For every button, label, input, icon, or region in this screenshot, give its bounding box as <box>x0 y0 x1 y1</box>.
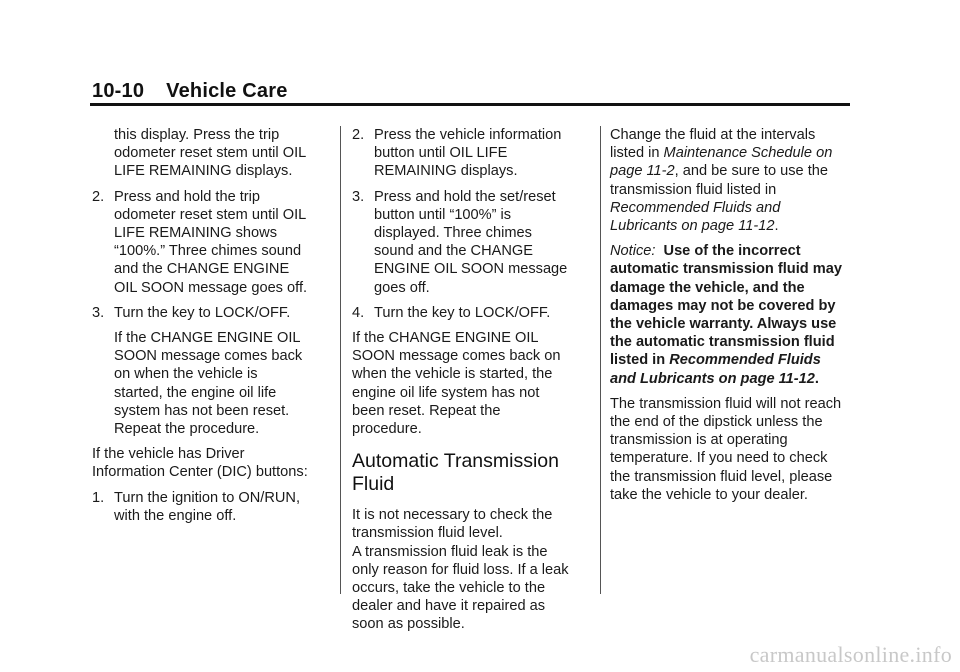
page-number: 10-10 <box>92 80 145 102</box>
repeat-procedure-text: If the CHANGE ENGINE OIL SOON message comes back on when the vehicle is started, the engine oil life system has not been reset. Repeat the procedure. <box>352 330 561 438</box>
text-run: . <box>814 370 819 387</box>
step-text: Press and hold the set/reset button until “100%” is displayed. Three chimes sound and the CHANGE ENGINE OIL SOON message goes off. <box>374 188 568 296</box>
dic-step-3 <box>352 188 570 297</box>
text-run: . <box>774 218 779 235</box>
step-3-note: If the CHANGE ENGINE OIL SOON message comes back on when the vehicle is started, the engine oil life system has not been reset. Repeat the procedure. <box>114 330 303 438</box>
dic-step-4 <box>352 304 570 322</box>
text-run: , and be sure to use the transmission fluid listed in <box>610 163 828 198</box>
step-number: 1. <box>92 489 105 506</box>
header-rule <box>90 103 850 106</box>
step-text: Turn the ignition to ON/RUN, with the engine off. <box>114 489 301 524</box>
fluid-leak-text: A transmission fluid leak is the only reason for fluid loss. If a leak occurs, take the vehicle to the dealer and have it repaired as soon as possible. <box>352 543 569 633</box>
continued-step-text: this display. Press the trip odometer reset stem until OIL LIFE REMAINING displays. <box>114 127 306 180</box>
notice-text: Use of the incorrect automatic transmission fluid may damage the vehicle, and the damages may not be covered by the vehicle warranty. Always use the automatic transmission fluid listed in <box>610 243 842 369</box>
step-2 <box>92 188 310 297</box>
column-3 <box>610 126 850 511</box>
dic-step-2 <box>352 126 570 181</box>
notice-paragraph <box>610 242 850 388</box>
column-divider-1 <box>340 126 341 594</box>
step-3 <box>92 304 310 322</box>
step-number: 3. <box>352 188 365 205</box>
text-run: Change the fluid at the intervals listed in <box>610 127 816 162</box>
step-text: Turn the key to LOCK/OFF. <box>114 304 291 321</box>
cross-reference-link[interactable]: Maintenance Schedule on page 11‑2 <box>610 145 833 180</box>
fluid-change-paragraph <box>610 126 850 235</box>
page-header <box>92 80 288 103</box>
cross-reference-link[interactable]: Recommended Fluids and Lubricants on page 11‑12 <box>610 199 781 235</box>
column-2 <box>352 126 570 641</box>
cross-reference-link[interactable]: Recommended Fluids and Lubricants on page 11‑12 <box>610 352 821 387</box>
step-number: 2. <box>92 188 105 205</box>
step-number: 4. <box>352 304 365 321</box>
step-number: 2. <box>352 127 365 143</box>
section-heading: Automatic Transmission Fluid <box>352 450 559 496</box>
dipstick-paragraph: The transmission fluid will not reach the end of the dipstick unless the transmission is at operating temperature. If you need to check the transmission fluid level, please take the vehicle to your dealer. <box>610 395 842 503</box>
step-text: Press and hold the trip odometer reset stem until OIL LIFE REMAINING shows “100%.” Three chimes sound and the CHANGE ENGINE OIL SOON message goes off. <box>114 188 308 296</box>
notice-label: Notice: <box>610 243 656 260</box>
step-number: 3. <box>92 304 105 321</box>
step-text: Press the vehicle information button until OIL LIFE REMAINING displays. <box>374 127 562 180</box>
fluid-check-text: It is not necessary to check the transmission fluid level. <box>352 507 553 542</box>
watermark: carmanualsonline.info <box>749 642 952 667</box>
step-text: Turn the key to LOCK/OFF. <box>374 304 551 321</box>
dic-step-1 <box>92 489 310 525</box>
column-divider-2 <box>600 126 601 594</box>
dic-intro: If the vehicle has Driver Information Center (DIC) buttons: <box>92 446 308 481</box>
section-title-header: Vehicle Care <box>166 80 288 102</box>
column-1 <box>92 126 310 532</box>
